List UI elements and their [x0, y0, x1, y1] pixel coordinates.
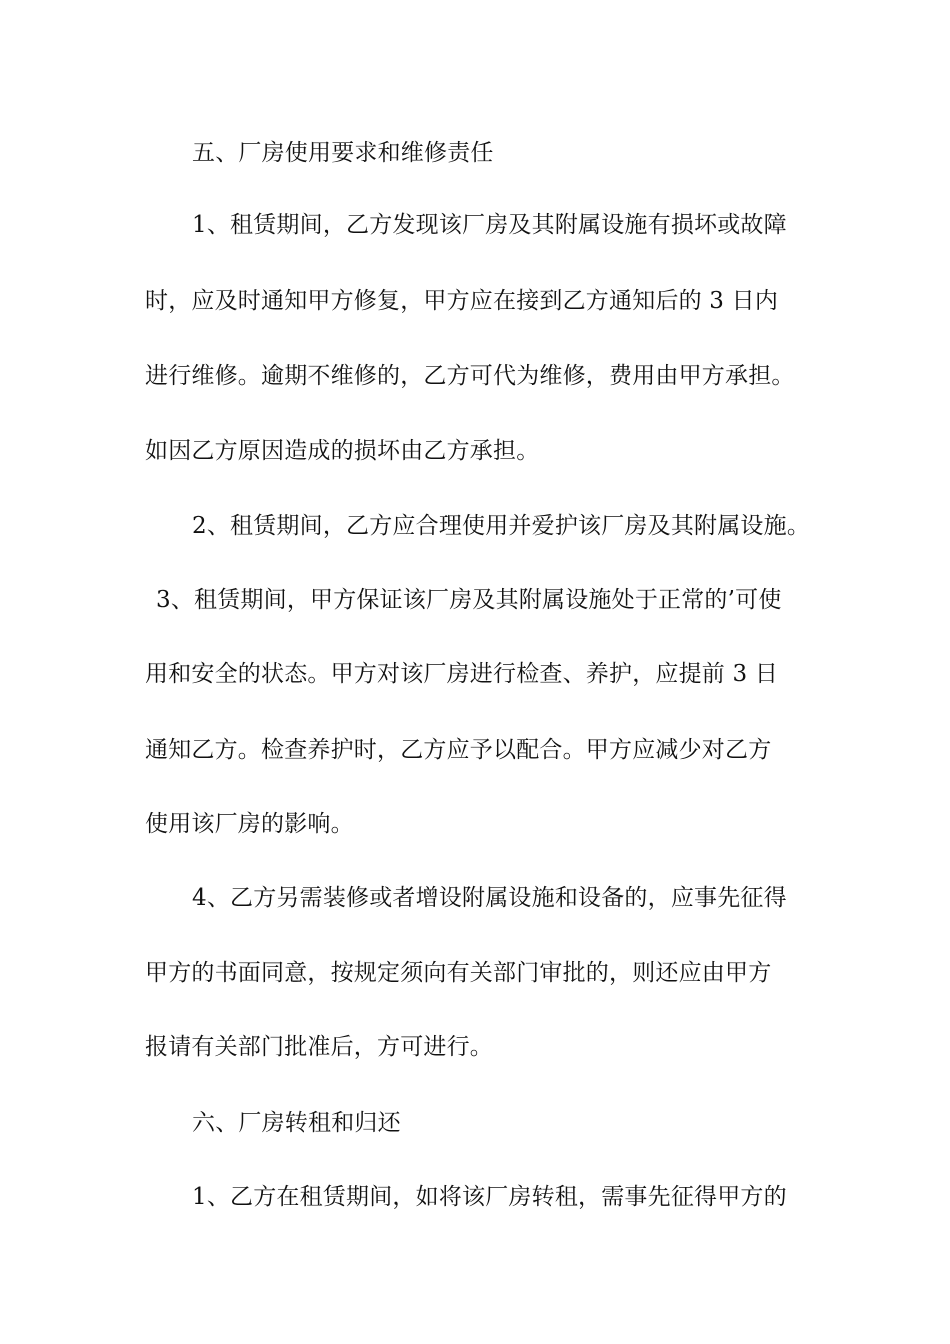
paragraph-line: 通知乙方。检查养护时，乙方应予以配合。甲方应减少对乙方 [145, 737, 772, 763]
paragraph-line: 甲方的书面同意，按规定须向有关部门审批的，则还应由甲方 [145, 960, 772, 986]
paragraph-line: 1、乙方在租赁期间，如将该厂房转租，需事先征得甲方的 [192, 1184, 787, 1210]
section-heading-5: 五、厂房使用要求和维修责任 [192, 140, 494, 166]
paragraph-line: 1、租赁期间，乙方发现该厂房及其附属设施有损坏或故障 [192, 212, 787, 238]
paragraph-line: 2、租赁期间，乙方应合理使用并爱护该厂房及其附属设施。 [192, 513, 811, 539]
paragraph-line: 报请有关部门批准后，方可进行。 [145, 1034, 493, 1060]
paragraph-line: 进行维修。逾期不维修的，乙方可代为维修，费用由甲方承担。 [145, 363, 795, 389]
paragraph-line: 用和安全的状态。甲方对该厂房进行检查、养护，应提前 3 日 [145, 661, 779, 687]
section-heading-6: 六、厂房转租和归还 [192, 1110, 401, 1136]
paragraph-line: 3、租赁期间，甲方保证该厂房及其附属设施处于正常的’可使 [156, 587, 782, 613]
paragraph-line: 如因乙方原因造成的损坏由乙方承担。 [145, 438, 540, 464]
paragraph-line: 使用该厂房的影响。 [145, 811, 354, 837]
paragraph-line: 4、乙方另需装修或者增设附属设施和设备的，应事先征得 [192, 885, 787, 911]
paragraph-line: 时，应及时通知甲方修复，甲方应在接到乙方通知后的 3 日内 [145, 288, 779, 314]
